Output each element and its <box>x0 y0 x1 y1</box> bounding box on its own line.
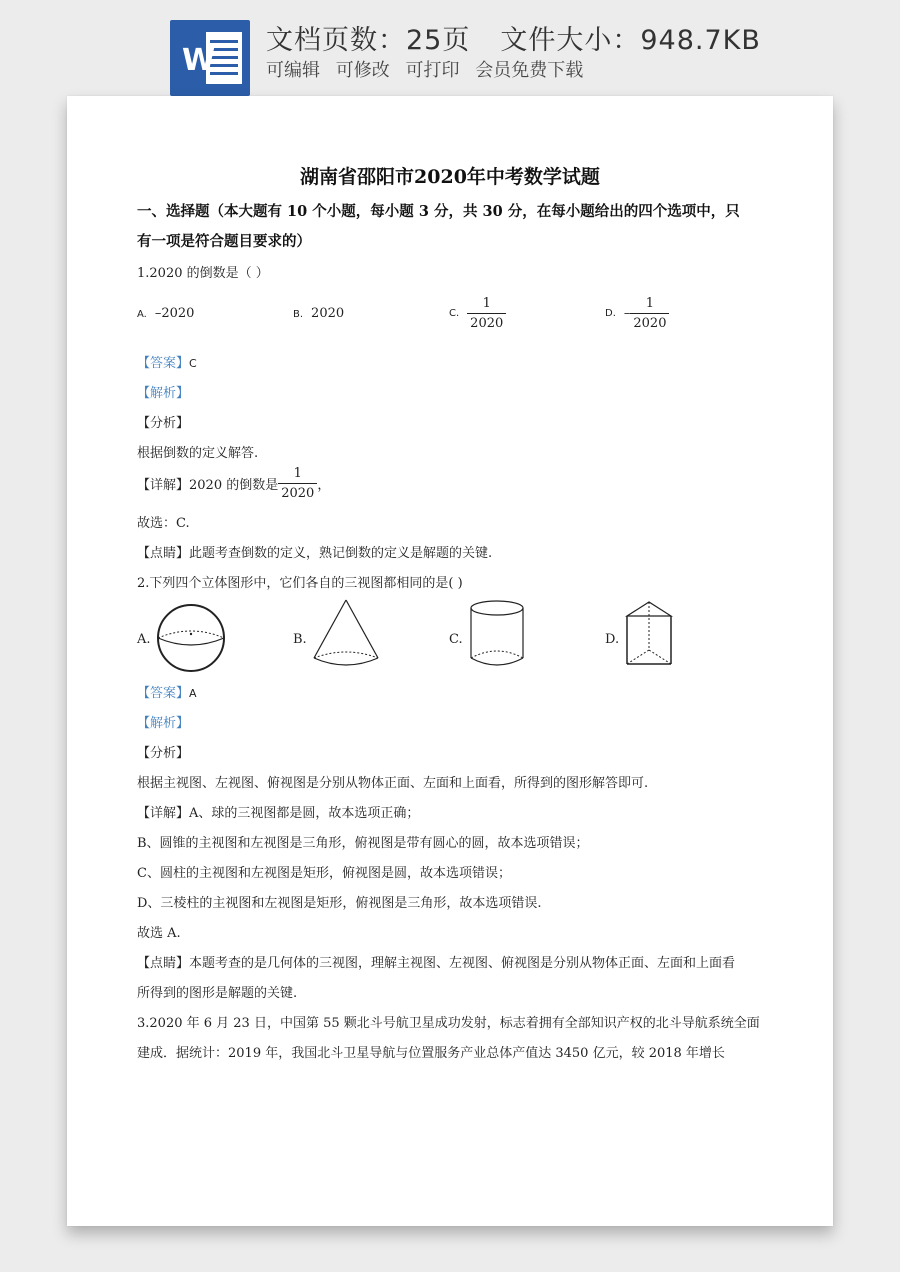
feature-editable: 可编辑 <box>266 60 320 81</box>
page-count: 文档页数：25页 <box>266 25 471 56</box>
triangular-prism-icon <box>623 598 679 670</box>
q2-fenxi-text: 根据主视图、左视图、俯视图是分别从物体正面、左面和上面看，所得到的图形解答即可. <box>137 776 649 791</box>
q2-stem: 2.下列四个立体图形中，它们各自的三视图都相同的是( ) <box>137 576 463 591</box>
q2-answer-value: A <box>189 687 197 700</box>
section-heading-line-1: 一、选择题（本大题有 10 个小题，每小题 3 分，共 30 分，在每小题给出的四个选项中，只 <box>137 203 740 220</box>
q2-comment-line-2: 所得到的图形是解题的关键. <box>137 986 298 1001</box>
q1-option-d <box>605 296 669 331</box>
q1-answer <box>137 352 197 371</box>
sphere-icon <box>155 604 229 674</box>
feature-free-download: 会员免费下载 <box>475 60 584 81</box>
q1-option-d-fraction <box>630 296 669 331</box>
q1-option-a-value: –2020 <box>154 306 195 321</box>
document-banner <box>0 0 900 96</box>
file-size: 文件大小：948.7KB <box>500 25 761 56</box>
q1-fenxi-tag: 【分析】 <box>137 416 190 431</box>
q1-option-d-denominator: 2020 <box>630 313 669 331</box>
q1-analysis-tag: 【解析】 <box>137 386 190 401</box>
banner-title <box>266 18 761 57</box>
q1-detail-numerator: 1 <box>293 466 302 481</box>
q2-option-a <box>137 604 237 680</box>
q2-answer <box>137 682 197 701</box>
q1-comment: 【点睛】此题考查倒数的定义，熟记倒数的定义是解题的关键. <box>137 546 493 561</box>
section-heading-line-2: 有一项是符合题目要求的） <box>137 233 311 250</box>
q2-option-d-label: D. <box>605 632 620 647</box>
q1-option-d-sign: – <box>623 306 631 321</box>
q1-detail-suffix: ， <box>317 478 331 493</box>
q2-comment-line-1: 【点睛】本题考查的是几何体的三视图，理解主视图、左视图、俯视图是分别从物体正面、左面和上面看 <box>137 956 736 971</box>
q2-fenxi-tag: 【分析】 <box>137 746 190 761</box>
q1-option-b-label: B. <box>293 309 304 320</box>
q1-option-b-value: 2020 <box>311 306 345 321</box>
banner-features <box>266 56 593 82</box>
q2-choice: 故选 A. <box>137 926 181 941</box>
q1-option-b <box>293 306 344 321</box>
svg-text:W: W <box>182 43 216 78</box>
q2-option-c <box>449 598 549 674</box>
feature-modifiable: 可修改 <box>335 60 390 81</box>
q2-option-d <box>605 598 705 674</box>
q1-detail-prefix: 【详解】2020 的倒数是 <box>137 478 279 493</box>
q1-answer-tag: 【答案】 <box>137 356 190 371</box>
q1-detail-fraction <box>278 466 317 501</box>
q2-option-b <box>293 596 393 672</box>
page-title: 湖南省邵阳市2020年中考数学试题 <box>300 166 600 188</box>
q2-option-c-label: C. <box>449 632 463 647</box>
q1-option-c-numerator: 1 <box>482 296 491 311</box>
q1-detail <box>137 466 330 501</box>
cone-icon <box>311 596 381 672</box>
q1-choice: 故选：C. <box>137 516 190 531</box>
q1-option-c-label: C. <box>449 308 460 319</box>
q2-detail-a: 【详解】A、球的三视图都是圆，故本选项正确； <box>137 806 420 821</box>
q1-option-a-label: A. <box>137 309 147 320</box>
q1-option-d-numerator: 1 <box>645 296 655 311</box>
q2-detail-c: C、圆柱的主视图和左视图是矩形，俯视图是圆，故本选项错误； <box>137 866 511 881</box>
q1-detail-denominator: 2020 <box>278 483 317 501</box>
q2-analysis-tag: 【解析】 <box>137 716 190 731</box>
word-doc-icon <box>170 20 250 96</box>
q1-option-c-denominator: 2020 <box>467 313 506 331</box>
q1-option-a <box>137 306 194 321</box>
q3-stem-line-1: 3.2020 年 6 月 23 日，中国第 55 颗北斗号航卫星成功发射，标志着拥有全部知识产权的北斗导航系统全面 <box>137 1016 760 1031</box>
q2-answer-tag: 【答案】 <box>137 686 190 701</box>
q1-option-c-fraction <box>467 296 506 331</box>
feature-printable: 可打印 <box>405 60 460 81</box>
q2-option-a-label: A. <box>137 632 151 647</box>
q1-stem: 1.2020 的倒数是（ ） <box>137 266 269 281</box>
document-page <box>67 96 833 1226</box>
q1-fenxi-text: 根据倒数的定义解答. <box>137 446 259 461</box>
cylinder-icon <box>467 598 527 670</box>
q1-answer-value: C <box>189 357 197 370</box>
q2-detail-d: D、三棱柱的主视图和左视图是矩形，俯视图是三角形，故本选项错误. <box>137 896 542 911</box>
q1-option-d-label: D. <box>605 308 616 319</box>
q3-stem-line-2: 建成．据统计：2019 年，我国北斗卫星导航与位置服务产业总体产值达 3450 亿元，较 2018 年增长 <box>137 1046 725 1061</box>
q2-detail-b: B、圆锥的主视图和左视图是三角形，俯视图是带有圆心的圆，故本选项错误； <box>137 836 589 851</box>
q2-option-b-label: B. <box>293 632 307 647</box>
q1-option-c <box>449 296 506 331</box>
